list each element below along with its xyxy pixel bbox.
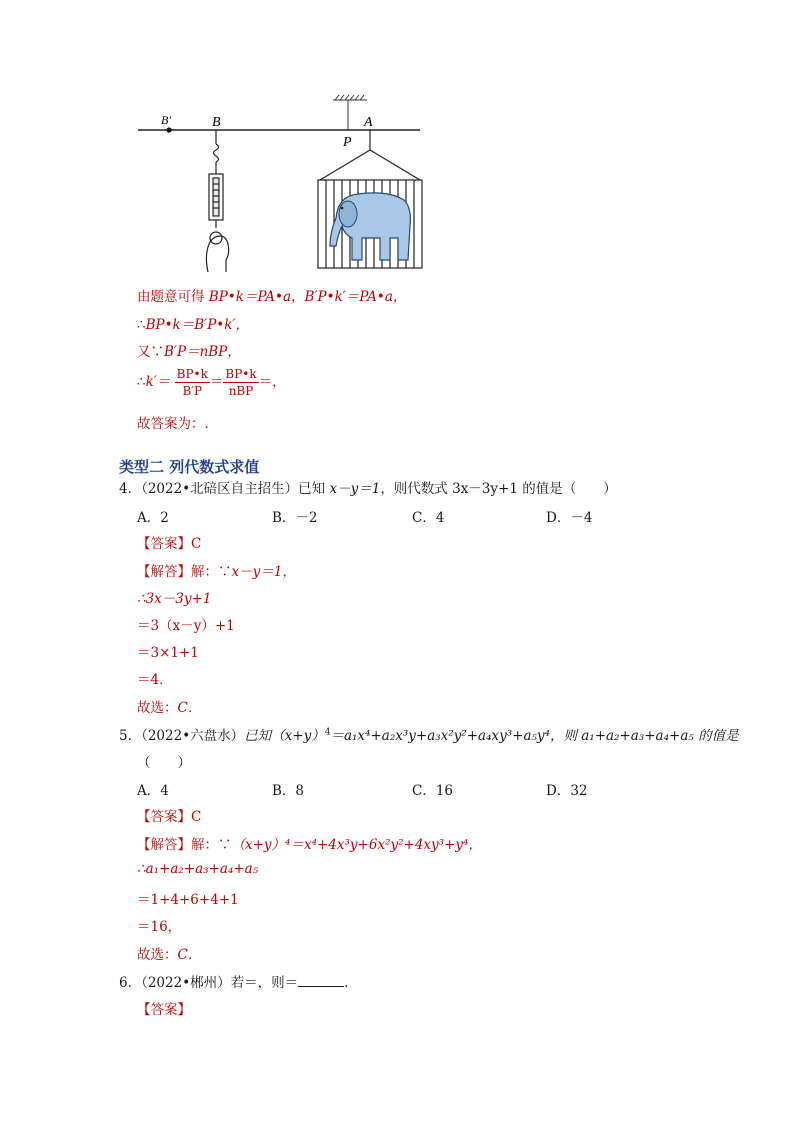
- q4-stem-pre: 已知: [298, 481, 326, 497]
- q5-stem-pre: 已知（x+y）: [244, 728, 325, 744]
- q6-source: （2022•郴州）: [141, 975, 231, 991]
- q5-choose-pre: 故选：: [137, 947, 178, 963]
- q5-step-2: ＝1+4+6+4+1: [137, 892, 239, 908]
- q5-step-3: ＝16，: [137, 919, 182, 935]
- q5-option-b[interactable]: B．8: [272, 783, 305, 799]
- q6-stem-end: ．: [344, 975, 358, 991]
- q5-number: 5．: [119, 728, 142, 744]
- q4-analysis: [137, 560, 296, 580]
- sol3-line1-math: BP•k＝PA•a，B′P•k′＝PA•a，: [208, 289, 407, 305]
- q6-stem: [119, 971, 358, 991]
- q4-step-3: ＝3×1+1: [137, 645, 199, 661]
- q4-step-1: ∴3x－3y+1: [137, 591, 212, 607]
- fraction-2: [223, 366, 258, 399]
- q4-source: （2022•北碚区自主招生）: [141, 481, 299, 497]
- q4-stem-post: ，则代数式 3x－3y+1 的值是（ ）: [380, 481, 617, 497]
- label-bprime: B′: [161, 113, 171, 127]
- sol3-line3-lead: 又∵: [137, 344, 164, 360]
- q5-choose: [137, 943, 201, 963]
- q4-choose-pre: 故选：: [137, 700, 178, 716]
- label-p: P: [343, 135, 352, 150]
- sol3-line4-tail: ＝，: [258, 374, 286, 390]
- fraction-equals: ＝: [209, 374, 224, 390]
- lever-elephant-figure: [130, 88, 430, 278]
- fraction-2-numerator: BP•k: [225, 367, 257, 381]
- q4-option-b[interactable]: B．－2: [272, 510, 318, 526]
- analysis-tag: 【解答】: [137, 837, 191, 853]
- q6-answer-blank[interactable]: [298, 974, 344, 987]
- analysis-tag: 【解答】: [137, 564, 191, 580]
- answer-tag: 【答案】: [137, 536, 191, 552]
- sol3-line3: [137, 340, 241, 360]
- therefore-symbol: ∴: [137, 374, 146, 390]
- q4-stem-math: x－y＝1: [329, 481, 381, 497]
- q4-analysis-lead: 解：∵: [191, 564, 232, 580]
- therefore-symbol: ∴: [137, 317, 146, 333]
- q6-stem: 若＝，则＝: [230, 975, 299, 991]
- q4-stem: [119, 477, 617, 497]
- q6-answer-tag: 【答案】: [137, 1002, 191, 1018]
- q5-analysis-lead: 解：∵: [191, 837, 232, 853]
- q5-source: （2022•六盘水）: [141, 728, 245, 744]
- q6-number: 6．: [119, 975, 142, 991]
- fraction-2-denominator: nBP: [228, 384, 254, 398]
- label-b: B: [212, 115, 221, 130]
- q5-analysis: [137, 833, 482, 853]
- q4-choose-value: C．: [177, 700, 202, 716]
- q5-answer: [137, 805, 201, 825]
- sol3-line2-math: BP•k＝B′P•k′，: [145, 317, 250, 333]
- sol3-line1-lead: 由题意可得: [137, 289, 205, 305]
- q5-option-a[interactable]: A．4: [137, 783, 169, 799]
- q5-option-c[interactable]: C．16: [412, 783, 454, 799]
- q4-step-4: ＝4．: [137, 672, 173, 688]
- q4-choose: [137, 696, 201, 716]
- q4-answer-value: C: [191, 536, 202, 552]
- answer-tag: 【答案】: [137, 809, 191, 825]
- point-bprime: [166, 127, 171, 132]
- sol3-line3-math: B′P＝nBP，: [164, 344, 241, 360]
- sol3-line2: [137, 313, 249, 333]
- q5-option-d[interactable]: D．32: [546, 783, 588, 799]
- q5-stem-exp: 4: [324, 727, 331, 738]
- q4-number: 4．: [119, 481, 142, 497]
- sol3-line4: [137, 366, 286, 399]
- q5-step-1: ∴a₁+a₂+a₃+a₄+a₅: [137, 861, 259, 877]
- q4-option-c[interactable]: C．4: [412, 510, 445, 526]
- sol3-final-answer: 故答案为：.: [137, 416, 209, 432]
- q5-choose-value: C．: [177, 947, 202, 963]
- q4-answer: [137, 532, 201, 552]
- q5-stem: [119, 724, 739, 744]
- fraction-1: [175, 366, 210, 399]
- q5-paren: （ ）: [137, 755, 191, 771]
- fraction-1-numerator: BP•k: [176, 367, 208, 381]
- ceiling-hatch: [333, 95, 367, 130]
- q4-analysis-given: x－y＝1，: [231, 564, 296, 580]
- q5-analysis-math: （x+y）⁴＝x⁴+4x³y+6x²y²+4xy³+y⁴，: [231, 837, 482, 853]
- q4-step-2: ＝3（x－y）+1: [137, 618, 235, 634]
- section-title: 类型二 列代数式求值: [119, 458, 260, 476]
- sol3-line4-lhs: k′＝: [145, 374, 171, 390]
- label-a: A: [364, 115, 373, 130]
- q4-option-d[interactable]: D．－4: [546, 510, 593, 526]
- q4-option-a[interactable]: A．2: [137, 510, 169, 526]
- fraction-1-denominator: B′P: [182, 384, 203, 398]
- sol3-line1: [137, 285, 406, 305]
- q5-answer-value: C: [191, 809, 202, 825]
- q5-stem-rhs: ＝a₁x⁴+a₂x³y+a₃x²y²+a₄xy³+a₅y⁴，则 a₁+a₂+a₃+a₄+a₅ 的值是: [330, 728, 739, 744]
- spring-scale: [206, 130, 228, 272]
